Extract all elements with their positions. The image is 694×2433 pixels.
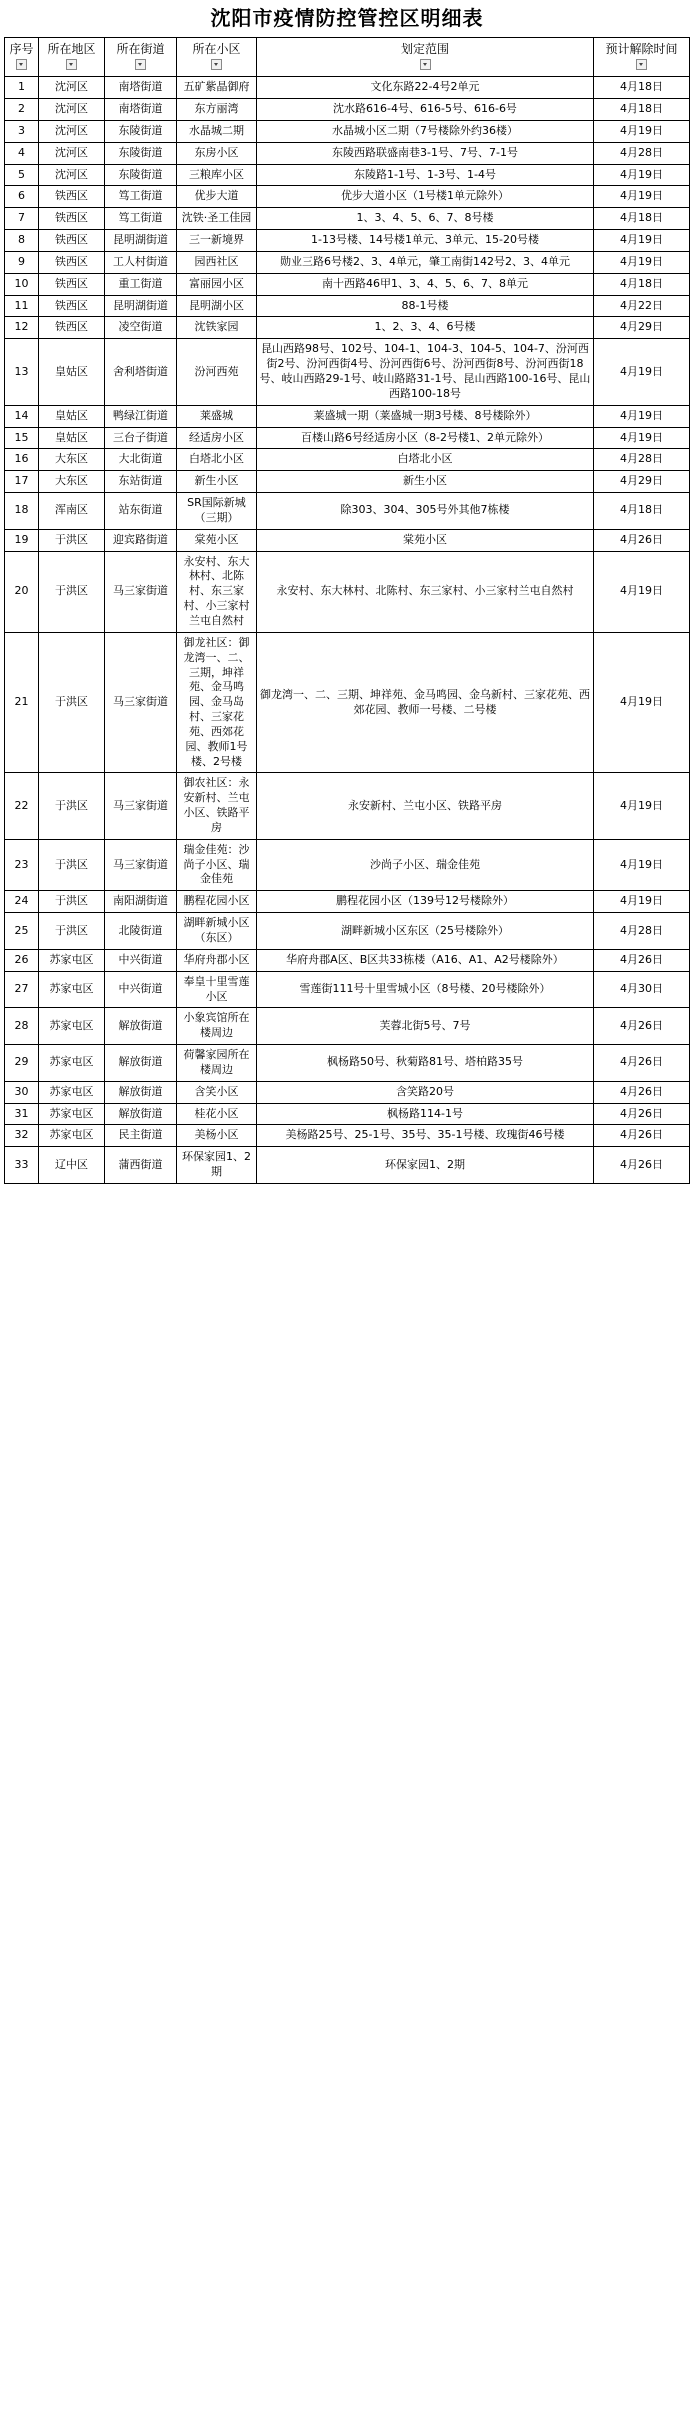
table-cell-comm: 白塔北小区: [177, 449, 257, 471]
table-cell-comm: 荷馨家园所在楼周边: [177, 1045, 257, 1082]
table-cell-street: 北陵街道: [105, 913, 177, 950]
table-cell-comm: 东方丽湾: [177, 99, 257, 121]
table-row: [5, 1103, 690, 1125]
table-cell-scope: 1、3、4、5、6、7、8号楼: [257, 208, 594, 230]
column-header-scope[interactable]: [257, 38, 594, 77]
table-cell-comm: 沈铁家园: [177, 317, 257, 339]
table-row: [5, 208, 690, 230]
table-cell-date: 4月18日: [594, 273, 690, 295]
table-cell-street: 中兴街道: [105, 949, 177, 971]
table-cell-date: 4月26日: [594, 529, 690, 551]
table-cell-date: 4月19日: [594, 339, 690, 405]
table-cell-date: 4月18日: [594, 208, 690, 230]
table-cell-area: 于洪区: [39, 551, 105, 632]
table-cell-street: 东陵街道: [105, 142, 177, 164]
table-row: [5, 632, 690, 773]
table-cell-street: 重工街道: [105, 273, 177, 295]
table-cell-num: 25: [5, 913, 39, 950]
table-cell-scope: 鹏程花园小区（139号12号楼除外）: [257, 891, 594, 913]
table-cell-scope: 永安村、东大林村、北陈村、东三家村、小三家村兰屯自然村: [257, 551, 594, 632]
table-cell-scope: 白塔北小区: [257, 449, 594, 471]
table-cell-scope: 华府舟郡A区、B区共33栋楼（A16、A1、A2号楼除外）: [257, 949, 594, 971]
column-header-index-label: 序号: [9, 42, 34, 56]
table-cell-area: 皇姑区: [39, 427, 105, 449]
table-row: [5, 1081, 690, 1103]
table-cell-comm: 经适房小区: [177, 427, 257, 449]
table-cell-comm: 小象宾馆所在楼周边: [177, 1008, 257, 1045]
table-cell-area: 铁西区: [39, 208, 105, 230]
table-cell-comm: 环保家园1、2期: [177, 1147, 257, 1184]
filter-icon[interactable]: [211, 59, 222, 70]
table-cell-street: 笃工街道: [105, 208, 177, 230]
table-row: [5, 971, 690, 1008]
table-cell-scope: 1-13号楼、14号楼1单元、3单元、15-20号楼: [257, 230, 594, 252]
table-cell-street: 中兴街道: [105, 971, 177, 1008]
table-cell-scope: 莱盛城一期（莱盛城一期3号楼、8号楼除外）: [257, 405, 594, 427]
table-cell-area: 大东区: [39, 449, 105, 471]
table-cell-comm: 水晶城二期: [177, 120, 257, 142]
table-cell-date: 4月26日: [594, 1103, 690, 1125]
table-cell-num: 10: [5, 273, 39, 295]
column-header-district[interactable]: [39, 38, 105, 77]
table-cell-date: 4月26日: [594, 949, 690, 971]
table-cell-num: 18: [5, 493, 39, 530]
table-cell-comm: 五矿紫晶御府: [177, 77, 257, 99]
table-cell-street: 马三家街道: [105, 632, 177, 773]
table-cell-comm: 优步大道: [177, 186, 257, 208]
table-cell-num: 24: [5, 891, 39, 913]
table-cell-comm: 桂花小区: [177, 1103, 257, 1125]
table-row: [5, 449, 690, 471]
table-row: [5, 1008, 690, 1045]
column-header-release-date[interactable]: [594, 38, 690, 77]
table-cell-area: 于洪区: [39, 913, 105, 950]
table-cell-area: 铁西区: [39, 251, 105, 273]
table-cell-area: 大东区: [39, 471, 105, 493]
table-cell-num: 5: [5, 164, 39, 186]
table-cell-date: 4月26日: [594, 1045, 690, 1082]
table-cell-date: 4月19日: [594, 164, 690, 186]
table-row: [5, 529, 690, 551]
table-cell-date: 4月19日: [594, 427, 690, 449]
table-cell-scope: 东陵西路联盛南巷3-1号、7号、7-1号: [257, 142, 594, 164]
table-cell-num: 11: [5, 295, 39, 317]
table-cell-area: 于洪区: [39, 529, 105, 551]
control-area-table: [4, 37, 690, 1184]
table-cell-street: 迎宾路街道: [105, 529, 177, 551]
table-cell-scope: 枫杨路114-1号: [257, 1103, 594, 1125]
table-cell-comm: 园西社区: [177, 251, 257, 273]
column-header-street[interactable]: [105, 38, 177, 77]
table-row: [5, 295, 690, 317]
table-cell-street: 三台子街道: [105, 427, 177, 449]
table-cell-comm: 汾河西苑: [177, 339, 257, 405]
table-cell-scope: 环保家园1、2期: [257, 1147, 594, 1184]
table-cell-num: 21: [5, 632, 39, 773]
table-cell-date: 4月28日: [594, 913, 690, 950]
table-cell-area: 铁西区: [39, 230, 105, 252]
table-cell-area: 辽中区: [39, 1147, 105, 1184]
table-cell-area: 铁西区: [39, 186, 105, 208]
table-cell-area: 苏家屯区: [39, 949, 105, 971]
table-row: [5, 120, 690, 142]
table-cell-street: 站东街道: [105, 493, 177, 530]
table-cell-date: 4月19日: [594, 230, 690, 252]
filter-icon[interactable]: [636, 59, 647, 70]
table-cell-street: 舍利塔街道: [105, 339, 177, 405]
table-cell-street: 凌空街道: [105, 317, 177, 339]
table-cell-num: 27: [5, 971, 39, 1008]
table-cell-num: 15: [5, 427, 39, 449]
table-row: [5, 773, 690, 839]
table-cell-comm: 棠苑小区: [177, 529, 257, 551]
table-row: [5, 251, 690, 273]
table-cell-comm: 瑞金佳苑：沙尚子小区、瑞金佳苑: [177, 839, 257, 891]
table-row: [5, 1147, 690, 1184]
table-cell-area: 于洪区: [39, 632, 105, 773]
table-cell-street: 解放街道: [105, 1045, 177, 1082]
filter-icon[interactable]: [135, 59, 146, 70]
table-body: [5, 77, 690, 1184]
table-cell-num: 16: [5, 449, 39, 471]
table-header-row: [5, 38, 690, 77]
table-row: [5, 551, 690, 632]
table-row: [5, 142, 690, 164]
table-cell-date: 4月26日: [594, 1125, 690, 1147]
table-cell-date: 4月19日: [594, 251, 690, 273]
table-cell-scope: 沈水路616-4号、616-5号、616-6号: [257, 99, 594, 121]
table-cell-num: 29: [5, 1045, 39, 1082]
table-cell-date: 4月19日: [594, 773, 690, 839]
filter-icon[interactable]: [420, 59, 431, 70]
table-cell-area: 于洪区: [39, 773, 105, 839]
table-cell-date: 4月18日: [594, 493, 690, 530]
table-cell-num: 14: [5, 405, 39, 427]
table-cell-date: 4月19日: [594, 405, 690, 427]
table-row: [5, 317, 690, 339]
table-cell-comm: 莱盛城: [177, 405, 257, 427]
table-cell-num: 20: [5, 551, 39, 632]
table-cell-comm: 三一新境界: [177, 230, 257, 252]
table-cell-num: 28: [5, 1008, 39, 1045]
table-cell-comm: 御龙社区：御龙湾一、二、三期，坤祥苑、金马鸣园、金马岛村、三家花苑、西郊花园、教师1号楼、2号楼: [177, 632, 257, 773]
table-cell-comm: 昆明湖小区: [177, 295, 257, 317]
table-row: [5, 427, 690, 449]
table-cell-num: 3: [5, 120, 39, 142]
table-row: [5, 949, 690, 971]
table-cell-area: 铁西区: [39, 273, 105, 295]
table-cell-date: 4月19日: [594, 839, 690, 891]
table-cell-date: 4月26日: [594, 1008, 690, 1045]
table-row: [5, 1125, 690, 1147]
table-cell-street: 东陵街道: [105, 164, 177, 186]
table-cell-num: 7: [5, 208, 39, 230]
table-cell-scope: 1、2、3、4、6号楼: [257, 317, 594, 339]
table-cell-num: 22: [5, 773, 39, 839]
table-row: [5, 913, 690, 950]
table-cell-street: 南塔街道: [105, 77, 177, 99]
table-cell-area: 沈河区: [39, 77, 105, 99]
table-cell-scope: 南十西路46甲1、3、4、5、6、7、8单元: [257, 273, 594, 295]
table-cell-area: 沈河区: [39, 120, 105, 142]
table-cell-area: 苏家屯区: [39, 1103, 105, 1125]
table-cell-num: 2: [5, 99, 39, 121]
table-cell-date: 4月19日: [594, 551, 690, 632]
table-cell-scope: 88-1号楼: [257, 295, 594, 317]
table-cell-num: 17: [5, 471, 39, 493]
page-title: 沈阳市疫情防控管控区明细表: [210, 6, 484, 30]
table-cell-area: 浑南区: [39, 493, 105, 530]
table-cell-street: 工人村街道: [105, 251, 177, 273]
table-cell-date: 4月18日: [594, 99, 690, 121]
table-cell-num: 9: [5, 251, 39, 273]
table-cell-street: 解放街道: [105, 1081, 177, 1103]
table-cell-area: 苏家屯区: [39, 1008, 105, 1045]
table-cell-scope: 含笑路20号: [257, 1081, 594, 1103]
table-cell-street: 昆明湖街道: [105, 230, 177, 252]
table-cell-area: 皇姑区: [39, 339, 105, 405]
table-cell-area: 皇姑区: [39, 405, 105, 427]
table-cell-street: 大北街道: [105, 449, 177, 471]
table-cell-comm: 三粮库小区: [177, 164, 257, 186]
table-cell-num: 1: [5, 77, 39, 99]
table-row: [5, 891, 690, 913]
table-cell-num: 26: [5, 949, 39, 971]
table-row: [5, 186, 690, 208]
table-cell-area: 于洪区: [39, 839, 105, 891]
table-row: [5, 164, 690, 186]
table-cell-num: 33: [5, 1147, 39, 1184]
table-cell-scope: 东陵路1-1号、1-3号、1-4号: [257, 164, 594, 186]
table-cell-comm: 富丽园小区: [177, 273, 257, 295]
table-cell-comm: 美杨小区: [177, 1125, 257, 1147]
table-cell-area: 苏家屯区: [39, 1045, 105, 1082]
table-cell-street: 马三家街道: [105, 839, 177, 891]
table-cell-street: 解放街道: [105, 1008, 177, 1045]
table-cell-comm: 奉皇十里雪莲小区: [177, 971, 257, 1008]
table-row: [5, 471, 690, 493]
table-cell-scope: 芙蓉北街5号、7号: [257, 1008, 594, 1045]
table-cell-comm: 鹏程花园小区: [177, 891, 257, 913]
table-cell-area: 沈河区: [39, 142, 105, 164]
table-row: [5, 99, 690, 121]
table-cell-comm: 含笑小区: [177, 1081, 257, 1103]
table-cell-date: 4月18日: [594, 77, 690, 99]
table-cell-date: 4月28日: [594, 142, 690, 164]
filter-icon[interactable]: [16, 59, 27, 70]
column-header-index[interactable]: [5, 38, 39, 77]
table-cell-num: 30: [5, 1081, 39, 1103]
table-cell-date: 4月19日: [594, 632, 690, 773]
table-cell-date: 4月26日: [594, 1147, 690, 1184]
table-cell-comm: 新生小区: [177, 471, 257, 493]
document-page: [0, 0, 694, 1190]
table-cell-area: 沈河区: [39, 164, 105, 186]
table-cell-scope: 勋业三路6号楼2、3、4单元，肇工南街142号2、3、4单元: [257, 251, 594, 273]
table-cell-num: 23: [5, 839, 39, 891]
table-cell-area: 苏家屯区: [39, 1081, 105, 1103]
filter-icon[interactable]: [66, 59, 77, 70]
table-cell-comm: 沈铁·圣工佳园: [177, 208, 257, 230]
table-cell-comm: 湖畔新城小区（东区）: [177, 913, 257, 950]
table-cell-scope: 沙尚子小区、瑞金佳苑: [257, 839, 594, 891]
table-cell-scope: 棠苑小区: [257, 529, 594, 551]
table-cell-date: 4月19日: [594, 120, 690, 142]
table-cell-comm: 东房小区: [177, 142, 257, 164]
table-cell-date: 4月29日: [594, 471, 690, 493]
table-cell-area: 铁西区: [39, 317, 105, 339]
table-cell-scope: 雪莲街111号十里雪城小区（8号楼、20号楼除外）: [257, 971, 594, 1008]
table-cell-scope: 新生小区: [257, 471, 594, 493]
table-cell-num: 6: [5, 186, 39, 208]
table-cell-area: 铁西区: [39, 295, 105, 317]
table-cell-scope: 水晶城小区二期（7号楼除外约36楼）: [257, 120, 594, 142]
table-cell-scope: 百楼山路6号经适房小区（8-2号楼1、2单元除外）: [257, 427, 594, 449]
table-cell-comm: SR国际新城（三期）: [177, 493, 257, 530]
table-cell-num: 12: [5, 317, 39, 339]
table-cell-date: 4月28日: [594, 449, 690, 471]
column-header-scope-label: 划定范围: [400, 42, 449, 56]
table-cell-comm: 华府舟郡小区: [177, 949, 257, 971]
table-row: [5, 405, 690, 427]
table-cell-date: 4月29日: [594, 317, 690, 339]
table-cell-street: 南塔街道: [105, 99, 177, 121]
table-cell-street: 马三家街道: [105, 773, 177, 839]
table-cell-date: 4月26日: [594, 1081, 690, 1103]
column-header-community[interactable]: [177, 38, 257, 77]
table-cell-street: 南阳湖街道: [105, 891, 177, 913]
table-cell-date: 4月30日: [594, 971, 690, 1008]
table-cell-area: 于洪区: [39, 891, 105, 913]
table-cell-num: 8: [5, 230, 39, 252]
column-header-community-label: 所在小区: [192, 42, 241, 56]
table-cell-street: 解放街道: [105, 1103, 177, 1125]
table-cell-date: 4月19日: [594, 891, 690, 913]
table-cell-street: 昆明湖街道: [105, 295, 177, 317]
table-cell-street: 蒲西街道: [105, 1147, 177, 1184]
table-row: [5, 230, 690, 252]
table-row: [5, 1045, 690, 1082]
table-row: [5, 77, 690, 99]
table-cell-num: 19: [5, 529, 39, 551]
table-cell-num: 13: [5, 339, 39, 405]
table-cell-scope: 除303、304、305号外其他7栋楼: [257, 493, 594, 530]
table-cell-scope: 湖畔新城小区东区（25号楼除外）: [257, 913, 594, 950]
table-cell-num: 31: [5, 1103, 39, 1125]
table-cell-area: 苏家屯区: [39, 1125, 105, 1147]
table-cell-date: 4月19日: [594, 186, 690, 208]
table-cell-scope: 永安新村、兰屯小区、铁路平房: [257, 773, 594, 839]
table-cell-scope: 御龙湾一、二、三期、坤祥苑、金马鸣园、金乌新村、三家花苑、西郊花园、教师一号楼、二号楼: [257, 632, 594, 773]
table-row: [5, 839, 690, 891]
table-cell-scope: 枫杨路50号、秋菊路81号、塔柏路35号: [257, 1045, 594, 1082]
table-cell-street: 鸭绿江街道: [105, 405, 177, 427]
table-cell-street: 马三家街道: [105, 551, 177, 632]
table-cell-scope: 美杨路25号、25-1号、35号、35-1号楼、玫瑰街46号楼: [257, 1125, 594, 1147]
table-cell-area: 沈河区: [39, 99, 105, 121]
table-cell-street: 笃工街道: [105, 186, 177, 208]
table-cell-street: 东陵街道: [105, 120, 177, 142]
table-row: [5, 339, 690, 405]
table-cell-date: 4月22日: [594, 295, 690, 317]
table-cell-area: 苏家屯区: [39, 971, 105, 1008]
table-cell-num: 4: [5, 142, 39, 164]
table-cell-num: 32: [5, 1125, 39, 1147]
column-header-district-label: 所在地区: [47, 42, 96, 56]
table-row: [5, 273, 690, 295]
column-header-street-label: 所在街道: [116, 42, 165, 56]
table-cell-street: 东站街道: [105, 471, 177, 493]
column-header-release-date-label: 预计解除时间: [605, 42, 678, 56]
table-row: [5, 493, 690, 530]
table-cell-scope: 优步大道小区（1号楼1单元除外）: [257, 186, 594, 208]
table-cell-scope: 文化东路22-4号2单元: [257, 77, 594, 99]
table-cell-comm: 御农社区：永安新村、兰屯小区、铁路平房: [177, 773, 257, 839]
table-cell-comm: 永安村、东大林村、北陈村、东三家村、小三家村兰屯自然村: [177, 551, 257, 632]
table-cell-scope: 昆山西路98号、102号、104-1、104-3、104-5、104-7、汾河西街2号、汾河西街4号、汾河西街6号、汾河西街8号、汾河西街18号、岐山西路29-1号、岐山路路31-1号、昆山西路100-16号、昆山西路100-18号: [257, 339, 594, 405]
table-cell-street: 民主街道: [105, 1125, 177, 1147]
